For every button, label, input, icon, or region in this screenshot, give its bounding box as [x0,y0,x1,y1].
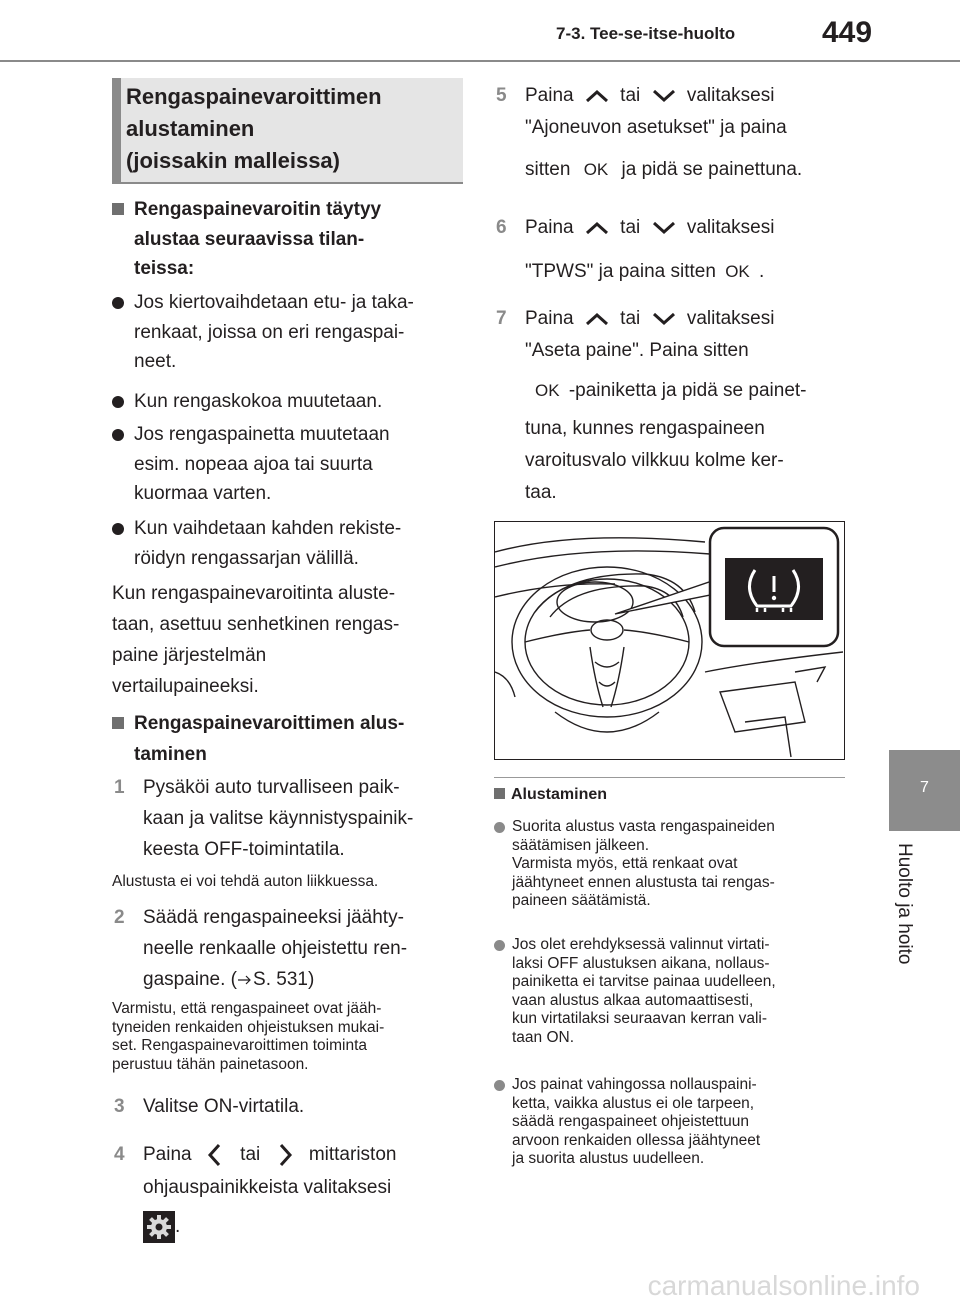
note-bullet-icon [494,822,505,833]
text-fragment: -painiketta ja pidä se painet- [568,380,807,401]
text-line: Kun vaihdetaan kahden rekiste- [134,518,402,539]
step-number: 1 [114,777,125,798]
text-fragment: "TPWS" ja paina sitten [525,261,716,282]
text-line: neelle renkaalle ohjeistettu ren- [143,938,408,959]
step-1 [112,772,413,865]
text-fragment: sitten [525,159,571,180]
text-line: Säädä rengaspaineeksi jäähty- [143,907,404,928]
chevron-right-icon [268,1142,302,1168]
text-line [143,1138,396,1171]
text-fragment: Paina [525,85,574,106]
text-line: Varmista myös, että renkaat ovat [512,855,738,872]
text-line [525,154,802,186]
text-line: laksi OFF alustuksen aikana, nollaus- [512,954,770,972]
text-line [525,80,802,112]
text-line: tuna, kunnes rengaspaineen [525,418,765,439]
text-fragment: Paina [143,1144,192,1165]
dashboard-illustration [494,521,845,760]
subheading-2 [112,708,404,770]
text-line: paine järjestelmän [112,645,267,666]
text-line: ohjauspainikkeista valitaksesi [143,1177,392,1198]
chevron-down-icon [646,217,682,239]
section-title-line: Rengaspainevaroittimen [126,84,382,109]
step-3 [112,1092,304,1122]
note-item [494,1076,760,1169]
step-number: 4 [114,1144,125,1165]
text-line: keesta OFF-toimintatila. [143,839,345,860]
chevron-left-icon [199,1142,233,1168]
bullet-item [112,288,414,377]
text-line: taan ON. [512,1028,575,1046]
bullet-dot-icon [112,396,124,408]
text-fragment: tai [620,217,641,238]
chevron-down-icon [646,308,682,330]
text-line: ja suorita alustus uudelleen. [512,1150,705,1167]
text-line: tyneiden renkaiden ohjeistuksen mukai- [112,1018,385,1036]
step-2-note [112,1000,384,1074]
bullet-item [112,514,401,573]
chapter-tab-label-text: Huolto ja hoito [894,843,915,965]
dashboard-drawing [495,522,843,758]
text-line: perustuu tähän painetasoon. [112,1055,309,1073]
bullet-item [112,420,390,509]
text-fragment: tai [620,85,641,106]
settings-gear-icon [143,1211,175,1243]
text-line: kun virtatilaksi seuraavan kerran vali- [512,1010,767,1027]
subheading-line: taminen [134,744,207,765]
figure-rule [494,777,845,778]
chapter-tab-number: 7 [920,779,929,796]
chevron-up-icon [579,85,615,107]
text-line: säätämisen jälkeen. [512,836,649,854]
chevron-up-icon [579,308,615,330]
step-5 [494,80,802,186]
text-line: röidyn rengassarjan välillä. [134,547,359,569]
bullet-item [112,387,382,417]
bullet-dot-icon [112,297,124,309]
text-fragment: ja pidä se painettuna. [621,159,803,180]
ok-button-symbol: OK [725,262,750,281]
text-line [143,964,407,995]
text-line: kaan ja valitse käynnistyspainik- [143,808,414,829]
footer [0,1268,960,1305]
chapter-tab-label [893,843,917,983]
text-line: Kun rengaskokoa muutetaan. [134,391,383,412]
text-line: painiketta ei tarvitse painaa uudelleen, [512,973,776,990]
step-number: 2 [114,907,125,928]
text-line: ketta, vaikka alustus ei ole tarpeen, [512,1094,755,1112]
square-bullet-icon [112,717,124,729]
text-line: Suorita alustus vasta rengaspaineiden [512,818,775,835]
text-line: set. Rengaspainevaroittimen toiminta [112,1037,368,1054]
text-fragment: valitaksesi [686,217,775,238]
text-line: vertailupaineeksi. [112,676,259,697]
text-line: renkaat, joissa on eri rengaspai- [134,321,405,343]
text-fragment: tai [240,1144,261,1165]
text-fragment: Paina [525,217,574,238]
text-fragment: . [759,261,765,282]
text-line: taa. [525,482,557,503]
text-line: säädä rengaspaineet ohjeistettuun [512,1113,749,1130]
text-fragment: valitaksesi [686,308,775,329]
text-line: esim. nopeaa ajoa tai suurta [134,453,373,475]
chapter-title: 7-3. Tee-se-itse-huolto [556,24,736,43]
note-bullet-icon [494,1080,505,1091]
text-fragment: mittariston [308,1144,397,1165]
section-title-line: (joissakin malleissa) [126,148,340,173]
step-number: 3 [114,1096,125,1117]
subheading-line: alustaa seuraavissa tilan- [134,228,365,250]
text-line: Kun rengaspainevaroitinta aluste- [112,583,396,604]
note-item [494,936,776,1047]
text-line: kuormaa varten. [134,483,272,504]
watermark-text: carmanualsonline.info [647,1270,920,1301]
text-line [525,206,774,250]
text-fragment: tai [620,308,641,329]
text-line [525,303,807,335]
text-line: Jos olet erehdyksessä valinnut virtati- [512,936,770,953]
note-bullet-icon [494,940,505,951]
subheading-line: teissa: [134,258,195,279]
page-number: 449 [822,16,873,49]
text-line: paineen säätämistä. [512,892,651,909]
step-number: 7 [496,308,507,329]
step-6 [494,206,774,294]
subheading-line: Rengaspainevaroittimen alus- [134,713,405,734]
text-line: jäähtyneet ennen alustusta tai rengas- [512,873,775,891]
text-line: "Aseta paine". Paina sitten [525,340,749,361]
page-reference-link: S. 531) [253,969,315,990]
paragraph [112,578,399,702]
text-line: varoitusvalo vilkkuu kolme ker- [525,450,784,471]
text-line: neet. [134,351,177,372]
text-line [143,1210,396,1243]
bullet-dot-icon [112,523,124,535]
arrow-right-icon [237,973,253,987]
text-line [525,375,807,407]
text-line: "Ajoneuvon asetukset" ja paina [525,117,787,138]
text-line: arvoon renkaiden ollessa jäähtyneet [512,1131,761,1149]
text-fragment: valitaksesi [686,85,775,106]
subheading-1 [112,195,381,284]
text-line: Valitse ON-virtatila. [143,1096,305,1117]
square-bullet-icon [494,788,505,799]
step-4 [112,1138,396,1243]
section-title-line: alustaminen [126,116,255,141]
square-bullet-icon [112,203,124,215]
text-line [525,250,774,294]
step-number: 6 [496,217,507,238]
text-fragment: Paina [525,308,574,329]
text-line: taan, asettuu senhetkinen rengas- [112,614,400,635]
text-line: vaan alustus alkaa automaattisesti, [512,991,754,1009]
notes-heading-text: Alustaminen [511,786,608,803]
text-line: Jos rengaspainetta muutetaan [134,424,390,445]
step-1-note: Alustusta ei voi tehdä auton liikkuessa. [112,873,379,890]
header-rule [0,60,960,62]
step-2 [112,902,407,995]
section-title [126,81,456,177]
text-fragment: gaspaine. ( [143,969,238,990]
note-item [494,818,775,911]
ok-button-symbol: OK [583,160,609,179]
chevron-up-icon [579,217,615,239]
subheading-line: Rengaspainevaroitin täytyy [134,199,382,220]
text-line: Pysäköi auto turvalliseen paik- [143,777,400,798]
text-line: Varmistu, että rengaspaineet ovat jääh- [112,1000,382,1017]
step-7 [494,303,807,509]
chevron-down-icon [646,85,682,107]
text-line: Jos painat vahingossa nollauspaini- [512,1076,757,1093]
bullet-dot-icon [112,429,124,441]
step-number: 5 [496,85,507,106]
ok-button-symbol: OK [535,381,560,400]
text-fragment: . [175,1216,181,1237]
text-line: Jos kiertovaihdetaan etu- ja taka- [134,292,414,313]
notes-heading [494,786,607,804]
